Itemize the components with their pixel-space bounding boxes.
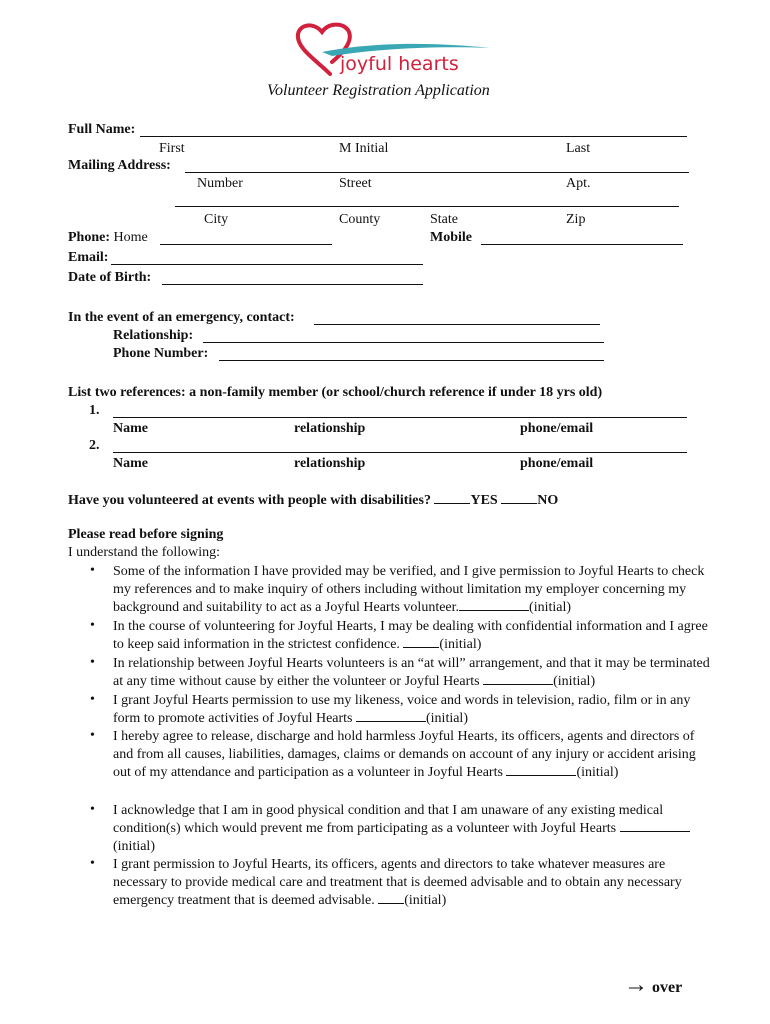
- yes-label: YES: [470, 493, 498, 508]
- terms-item-5-text: I hereby agree to release, discharge and hold harmless Joyful Hearts, its officers, agents and directors of and from all causes, liabilities, damages, claims or demands on account of any injury or accident arising out of my attendance and participation as a volunteer in Joyful Hearts: [113, 729, 696, 781]
- email-line[interactable]: [111, 264, 423, 265]
- bullet-5-symbol: •: [90, 728, 95, 743]
- state-sublabel: State: [430, 212, 458, 227]
- initial-5-label: (initial): [576, 765, 619, 781]
- terms-item-2-text: In the course of volunteering for Joyful Hearts, I may be dealing with confidential information and I agree to keep said information in the strictest confidence.: [113, 619, 708, 653]
- phone-home-label: Home: [113, 230, 148, 245]
- emergency-relationship-line[interactable]: [203, 342, 604, 343]
- apt-sublabel: Apt.: [566, 176, 591, 191]
- dob-line[interactable]: [162, 284, 423, 285]
- reference-1-line[interactable]: [113, 417, 687, 418]
- bullet-6-symbol: •: [90, 802, 95, 817]
- street-sublabel: Street: [339, 176, 372, 191]
- initial-6-blank[interactable]: [620, 820, 690, 832]
- reference-2-number: 2.: [89, 438, 100, 453]
- initial-1-label: (initial): [529, 600, 572, 616]
- phone-home-line[interactable]: [160, 244, 332, 245]
- city-state-line[interactable]: [175, 206, 679, 207]
- reference-1-name-col: Name: [113, 421, 148, 436]
- reference-2-phone-col: phone/email: [520, 456, 594, 471]
- terms-item-1-text: Some of the information I have provided may be verified, and I give permission to Joyful Hearts to check my references and to make inquiry of others including without limitation my employer concerning my background and suitability to act as a Joyful Hearts volunteer.: [113, 564, 705, 616]
- no-blank[interactable]: [501, 492, 537, 504]
- reference-1-number: 1.: [89, 403, 100, 418]
- county-sublabel: County: [339, 212, 381, 227]
- full-name-line[interactable]: [140, 136, 687, 137]
- terms-item-3-text: In relationship between Joyful Hearts volunteers is an “at will” arrangement, and that it may be terminated at any time without cause by either the volunteer or Joyful Hearts: [113, 656, 710, 690]
- no-label: NO: [537, 493, 559, 508]
- terms-item-4-text: I grant Joyful Hearts permission to use my likeness, voice and words in television, radio, film or in any form to promote activities of Joyful Hearts: [113, 693, 691, 727]
- email-label: Email:: [68, 250, 109, 265]
- terms-item-7-text: I grant permission to Joyful Hearts, its officers, agents and directors to take whatever measures are necessary to provide medical care and treatment that is deemed advisable and to obtain any necessary emergency treatment that is deemed advisable.: [113, 857, 682, 909]
- bullet-3-symbol: •: [90, 655, 95, 670]
- emergency-phone-line[interactable]: [219, 360, 604, 361]
- number-sublabel: Number: [197, 176, 243, 191]
- middle-initial-sublabel: M Initial: [339, 141, 389, 156]
- phone-label: Phone:: [68, 230, 110, 245]
- reference-1-phone-col: phone/email: [520, 421, 594, 436]
- page-title: Volunteer Registration Application: [267, 82, 490, 99]
- joyful-hearts-logo: [292, 22, 492, 80]
- emergency-relationship-label: Relationship:: [113, 328, 194, 343]
- bullet-1-symbol: •: [90, 563, 95, 578]
- terms-item-6-text: I acknowledge that I am in good physical condition and that I am unaware of any existing medical condition(s) which would prevent me from participating as a volunteer with Joyful Hearts: [113, 803, 664, 837]
- mailing-address-label: Mailing Address:: [68, 158, 171, 173]
- emergency-phone-label: Phone Number:: [113, 346, 209, 361]
- over-note: [624, 972, 682, 999]
- initial-5-blank[interactable]: [506, 764, 576, 776]
- initial-7-label: (initial): [404, 893, 447, 909]
- reference-2-line[interactable]: [113, 452, 687, 453]
- initial-2-blank[interactable]: [403, 636, 439, 648]
- full-name-label: Full Name:: [68, 122, 136, 137]
- mailing-address-line[interactable]: [185, 172, 689, 173]
- first-name-sublabel: First: [159, 141, 185, 156]
- dob-label: Date of Birth:: [68, 270, 152, 285]
- terms-item-1: [113, 563, 713, 618]
- logo-brand-text: joyful hearts: [340, 53, 459, 75]
- initial-3-label: (initial): [553, 674, 596, 690]
- terms-item-4: [113, 692, 713, 728]
- volunteered-row: [68, 492, 558, 509]
- bullet-7-symbol: •: [90, 856, 95, 871]
- reference-1-relationship-col: relationship: [294, 421, 366, 436]
- initial-1-blank[interactable]: [459, 599, 529, 611]
- initial-2-label: (initial): [439, 637, 482, 653]
- terms-heading: Please read before signing: [68, 527, 224, 542]
- emergency-heading: In the event of an emergency, contact:: [68, 310, 295, 325]
- terms-intro: I understand the following:: [68, 545, 221, 560]
- terms-item-5: [113, 728, 713, 783]
- yes-blank[interactable]: [434, 492, 470, 504]
- reference-2-relationship-col: relationship: [294, 456, 366, 471]
- terms-item-6: [113, 802, 713, 857]
- mobile-label: Mobile: [430, 230, 472, 245]
- arrow-right-icon: →: [624, 972, 648, 998]
- initial-4-blank[interactable]: [356, 710, 426, 722]
- terms-item-3: [113, 655, 713, 691]
- bullet-4-symbol: •: [90, 692, 95, 707]
- emergency-contact-line[interactable]: [314, 324, 600, 325]
- city-sublabel: City: [204, 212, 229, 227]
- references-heading: List two references: a non-family member (or school/church reference if under 18 yrs old): [68, 385, 603, 400]
- bullet-2-symbol: •: [90, 618, 95, 633]
- volunteered-question: Have you volunteered at events with people with disabilities?: [68, 493, 431, 508]
- initial-3-blank[interactable]: [483, 673, 553, 685]
- mobile-line[interactable]: [481, 244, 683, 245]
- phone-row: [68, 230, 148, 246]
- last-name-sublabel: Last: [566, 141, 591, 156]
- initial-4-label: (initial): [426, 711, 468, 727]
- over-label: over: [652, 979, 683, 996]
- initial-6-label: (initial): [113, 839, 155, 855]
- reference-2-name-col: Name: [113, 456, 148, 471]
- zip-sublabel: Zip: [566, 212, 586, 227]
- initial-7-blank[interactable]: [378, 892, 404, 904]
- terms-item-2: [113, 618, 713, 654]
- terms-item-7: [113, 856, 713, 911]
